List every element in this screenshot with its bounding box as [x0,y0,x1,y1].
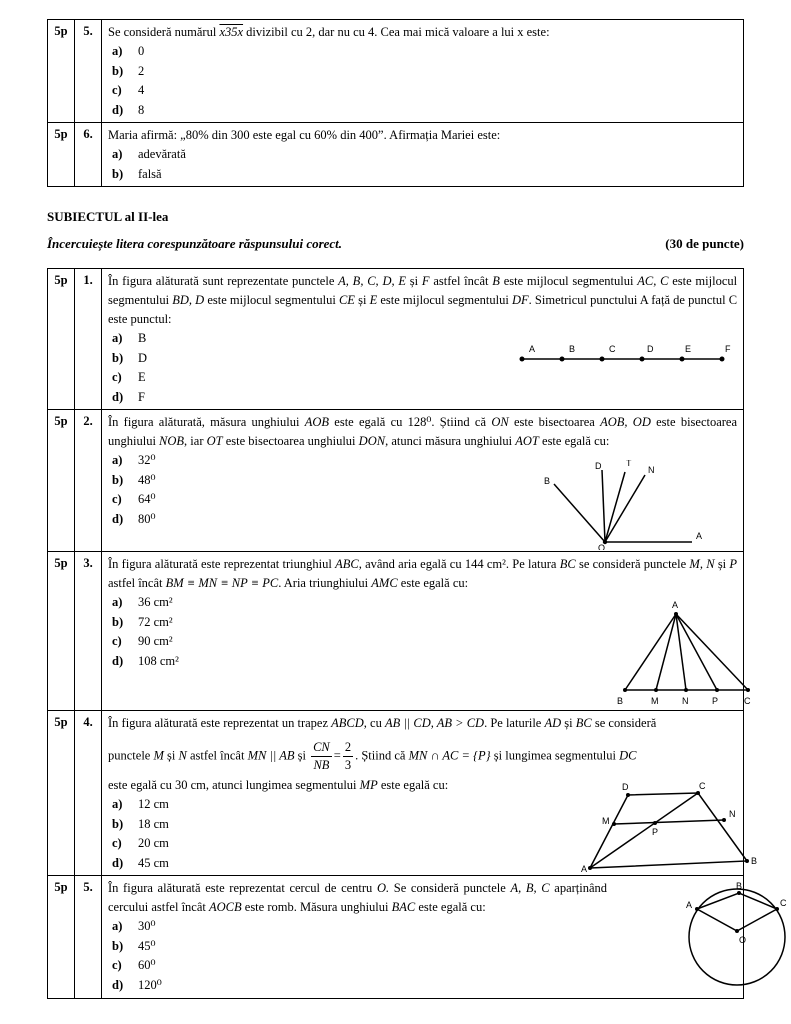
label-t: T [626,460,632,468]
question-number: 3. [75,552,102,711]
label-d: D [647,344,654,354]
label-b: B [751,856,758,866]
point-m [612,822,616,826]
points-cell: 5p [48,410,75,552]
section-instruction: Încercuiește litera corespunzătoare răspunsului corect. [47,236,343,251]
question-body [102,410,744,552]
option-d[interactable]: d) 8 [112,102,145,117]
question-text: Se consideră numărul x35x divizibil cu 2, dar nu cu 4. Cea mai mică valoare a lui x este: [108,25,550,39]
question-text: În figura alăturată sunt reprezentate punctele A, B, C, D, E și F astfel încât B este mijlocul segmentului AC, C este mijlocul segmentului BD, D este mijlocul segmentului CE și E este mijlocul segmentului DF. Simetricul punctului A față de punctul C este punctul: [108,274,738,326]
question-text: În figura alăturată este reprezentat triunghiul ABC, având aria egală cu 144 cm². Pe latura BC se consideră punctele M, N și P astfel încât BM ≡ MN ≡ NP ≡ PC. Aria triunghiului AMC este egală cu: [108,557,738,590]
question-body [102,269,744,410]
question-text: În figura alăturată este reprezentat cercul de centru O. Se consideră punctele A, B, C aparținând cercului astfel încât AOCB este romb. Măsura unghiului BAC este egală cu: [108,881,608,914]
question-number: 5. [75,876,102,999]
point-n [684,688,688,692]
segment-points-figure [517,341,732,371]
point-a [520,357,525,362]
point-d [640,357,645,362]
label-n: N [682,696,689,706]
option-c[interactable]: c) 4 [112,83,145,97]
options-list [112,145,737,184]
vertex-a [674,612,678,616]
question-body [102,20,744,123]
option-c[interactable]: c) 64⁰ [112,492,156,506]
part2-q4-row [48,711,744,876]
angle-bisector-figure [542,460,712,550]
vertex-c [696,791,700,795]
point-n [722,818,726,822]
question-body [102,552,751,711]
point-a [695,907,699,911]
label-m: M [651,696,659,706]
label-b: B [617,696,624,706]
label-b: B [736,881,743,891]
option-b[interactable]: b) 45⁰ [112,938,156,953]
label-d: D [595,461,602,471]
center-o [735,929,739,933]
points-cell: 5p [48,711,75,876]
vertex-a [588,866,592,870]
option-b[interactable]: b) 72 cm² [112,614,173,629]
label-o: O [598,543,606,550]
value-fraction: $\frac{2}{3}$ [344,740,352,772]
question-text-line3: este egală cu 30 cm, atunci lungimea segmentului MP este egală cu: [108,778,449,792]
question-number: 4. [75,711,102,876]
options-list [112,42,737,120]
vertex-b [745,859,749,863]
number-overline: x35x [219,25,244,39]
section-points: (30 de puncte) [665,236,744,251]
question-text: Maria afirmă: „80% din 300 este egal cu 60% din 400”. Afirmația Mariei este: [108,128,501,142]
option-a[interactable]: a) 36 cm² [112,595,173,609]
point-m [654,688,658,692]
option-d[interactable]: d) 45 cm [112,855,169,870]
option-b[interactable]: b) 2 [112,63,145,78]
option-a[interactable]: a) 0 [112,44,145,58]
points-cell: 5p [48,20,75,123]
circle-rhombus-figure [677,881,787,991]
label-e: E [685,344,692,354]
section-title: SUBIECTUL al II-lea [47,209,169,224]
ratio-fraction: $\frac{CN}{NB}$ [313,740,330,772]
option-d[interactable]: d) 108 cm² [112,653,179,668]
options-list [112,917,737,995]
point-b [560,357,565,362]
part2-q1-row [48,269,744,410]
question-number: 2. [75,410,102,552]
option-a[interactable]: a) 12 cm [112,797,169,811]
label-m: M [602,816,610,826]
question-text: În figura alăturată este reprezentat un trapez ABCD, cu AB || CD, AB > CD. Pe laturile AD și BC se consideră [108,716,657,730]
question-number: 5. [75,20,102,123]
option-c[interactable]: c) 20 cm [112,836,169,850]
point-p [715,688,719,692]
option-a[interactable]: a) adevărată [112,147,186,161]
label-c: C [699,781,706,791]
option-a[interactable]: a) B [112,331,147,345]
option-d[interactable]: d) F [112,389,145,404]
point-c [600,357,605,362]
point-e [680,357,685,362]
point-b [737,891,741,895]
points-cell: 5p [48,552,75,711]
label-n: N [729,809,736,819]
triangle-figure [614,596,774,708]
option-d[interactable]: d) 80⁰ [112,511,156,526]
label-a: A [686,900,693,910]
points-cell: 5p [48,123,75,187]
label-o: O [739,935,747,945]
option-a[interactable]: a) 32⁰ [112,453,156,467]
part1-q5-row [48,20,744,123]
option-b[interactable]: b) D [112,350,148,365]
label-a: A [581,864,588,873]
trapezoid-figure [579,780,779,873]
label-a: A [529,344,536,354]
point-f [720,357,725,362]
part2-table [47,268,787,999]
label-p: P [712,696,719,706]
points-cell: 5p [48,269,75,410]
question-text: În figura alăturată, măsura unghiului AOB este egală cu 128⁰. Știind că ON este bisectoarea AOB, OD este bisectoarea unghiului NOB, iar OT este bisectoarea unghiului DON, atunci măsura unghiului AOT este egală cu: [108,415,738,448]
option-b[interactable]: b) falsă [112,166,162,181]
option-c[interactable]: c) 60⁰ [112,958,156,972]
question-body [102,711,758,876]
point-c [775,907,779,911]
label-c: C [744,696,751,706]
label-a: A [672,600,679,610]
part1-table [47,19,744,187]
label-b: B [569,344,576,354]
vertex-c [746,688,750,692]
points-cell: 5p [48,876,75,999]
question-body [102,123,744,187]
label-c: C [609,344,616,354]
label-c: C [780,898,787,908]
vertex-b [623,688,627,692]
question-body [102,876,787,999]
label-a: A [696,531,703,541]
part2-q3-row [48,552,744,711]
label-p: P [652,827,659,837]
point-p [653,821,657,825]
part2-q5-row [48,876,744,999]
question-text-line2: punctele M și N astfel încât MN || AB și $\frac{CN}{NB}$ = $\frac{2}{3}$ . Știind că MN ∩ AC = {P} și lungimea segmentului DC [108,740,637,772]
option-c[interactable]: c) 90 cm² [112,634,173,648]
part2-q2-row [48,410,744,552]
label-f: F [725,344,731,354]
option-d[interactable]: d) 120⁰ [112,977,162,992]
part1-q6-row [48,123,744,187]
label-d: D [622,782,629,792]
vertex-d [626,793,630,797]
option-b[interactable]: b) 18 cm [112,816,169,831]
option-c[interactable]: c) E [112,370,146,384]
label-b: B [544,476,551,486]
option-a[interactable]: a) 30⁰ [112,919,156,933]
option-b[interactable]: b) 48⁰ [112,472,156,487]
question-number: 6. [75,123,102,187]
question-number: 1. [75,269,102,410]
label-n: N [648,465,655,475]
